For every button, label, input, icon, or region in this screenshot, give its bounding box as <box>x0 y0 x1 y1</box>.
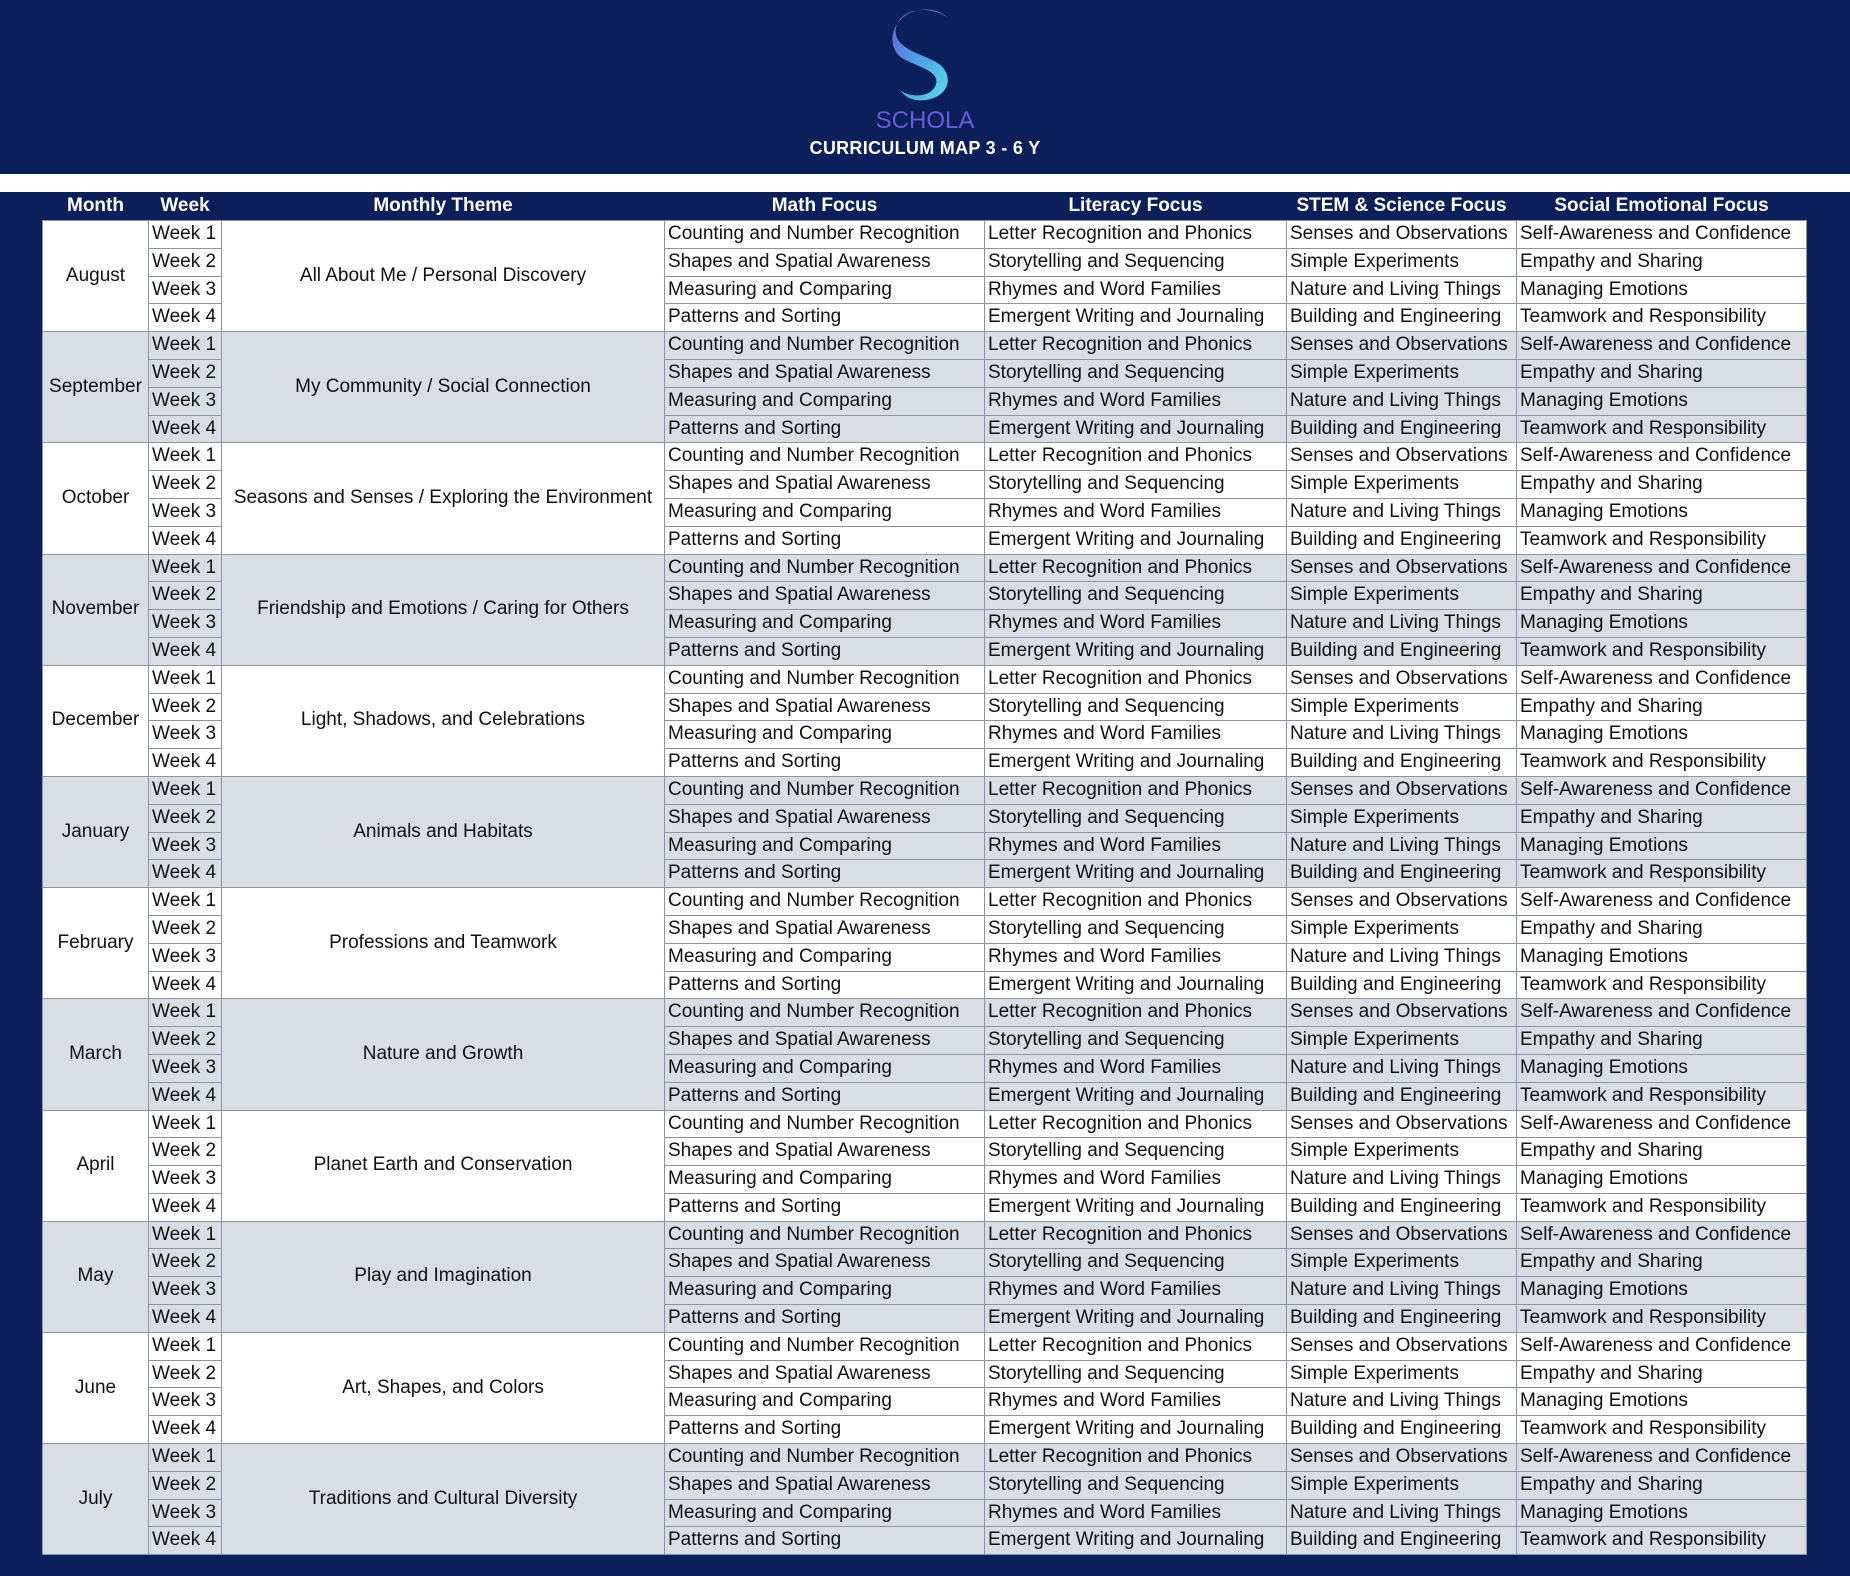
math-focus-cell: Counting and Number Recognition <box>665 776 985 804</box>
literacy-focus-cell: Rhymes and Word Families <box>985 276 1287 304</box>
stem-focus-cell: Simple Experiments <box>1287 248 1517 276</box>
week-cell: Week 3 <box>149 276 222 304</box>
social-emotional-cell: Managing Emotions <box>1517 276 1807 304</box>
math-focus-cell: Measuring and Comparing <box>665 832 985 860</box>
stem-focus-cell: Senses and Observations <box>1287 1221 1517 1249</box>
week-cell: Week 1 <box>149 999 222 1027</box>
stem-focus-cell: Simple Experiments <box>1287 693 1517 721</box>
social-emotional-cell: Self-Awareness and Confidence <box>1517 1332 1807 1360</box>
header-divider <box>0 174 1850 192</box>
week-cell: Week 2 <box>149 804 222 832</box>
literacy-focus-cell: Emergent Writing and Journaling <box>985 526 1287 554</box>
table-row <box>43 332 1807 360</box>
stem-focus-cell: Senses and Observations <box>1287 1332 1517 1360</box>
literacy-focus-cell: Letter Recognition and Phonics <box>985 665 1287 693</box>
literacy-focus-cell: Letter Recognition and Phonics <box>985 221 1287 249</box>
table-row <box>43 554 1807 582</box>
week-cell: Week 3 <box>149 387 222 415</box>
stem-focus-cell: Nature and Living Things <box>1287 943 1517 971</box>
math-focus-cell: Measuring and Comparing <box>665 276 985 304</box>
month-cell: June <box>43 1332 149 1443</box>
brand-wordmark: SCHOLA <box>875 107 975 134</box>
social-emotional-cell: Empathy and Sharing <box>1517 359 1807 387</box>
stem-focus-cell: Building and Engineering <box>1287 415 1517 443</box>
monthly-theme-cell: All About Me / Personal Discovery <box>222 221 665 332</box>
math-focus-cell: Measuring and Comparing <box>665 943 985 971</box>
social-emotional-cell: Empathy and Sharing <box>1517 1360 1807 1388</box>
social-emotional-cell: Managing Emotions <box>1517 943 1807 971</box>
stem-focus-cell: Building and Engineering <box>1287 1305 1517 1333</box>
header-social-emotional-focus: Social Emotional Focus <box>1517 192 1807 221</box>
stem-focus-cell: Simple Experiments <box>1287 359 1517 387</box>
math-focus-cell: Shapes and Spatial Awareness <box>665 804 985 832</box>
week-cell: Week 3 <box>149 1388 222 1416</box>
stem-focus-cell: Simple Experiments <box>1287 471 1517 499</box>
stem-focus-cell: Senses and Observations <box>1287 888 1517 916</box>
stem-focus-cell: Nature and Living Things <box>1287 1054 1517 1082</box>
literacy-focus-cell: Storytelling and Sequencing <box>985 471 1287 499</box>
math-focus-cell: Patterns and Sorting <box>665 1082 985 1110</box>
week-cell: Week 1 <box>149 1444 222 1472</box>
literacy-focus-cell: Emergent Writing and Journaling <box>985 304 1287 332</box>
math-focus-cell: Shapes and Spatial Awareness <box>665 471 985 499</box>
math-focus-cell: Shapes and Spatial Awareness <box>665 582 985 610</box>
math-focus-cell: Patterns and Sorting <box>665 1416 985 1444</box>
math-focus-cell: Shapes and Spatial Awareness <box>665 915 985 943</box>
stem-focus-cell: Simple Experiments <box>1287 1249 1517 1277</box>
literacy-focus-cell: Storytelling and Sequencing <box>985 1249 1287 1277</box>
header-month: Month <box>43 192 149 221</box>
week-cell: Week 2 <box>149 359 222 387</box>
math-focus-cell: Shapes and Spatial Awareness <box>665 693 985 721</box>
literacy-focus-cell: Letter Recognition and Phonics <box>985 1110 1287 1138</box>
social-emotional-cell: Empathy and Sharing <box>1517 915 1807 943</box>
week-cell: Week 3 <box>149 610 222 638</box>
literacy-focus-cell: Rhymes and Word Families <box>985 943 1287 971</box>
stem-focus-cell: Senses and Observations <box>1287 999 1517 1027</box>
math-focus-cell: Counting and Number Recognition <box>665 221 985 249</box>
week-cell: Week 3 <box>149 721 222 749</box>
table-row <box>43 1332 1807 1360</box>
social-emotional-cell: Empathy and Sharing <box>1517 1249 1807 1277</box>
stem-focus-cell: Nature and Living Things <box>1287 498 1517 526</box>
stem-focus-cell: Nature and Living Things <box>1287 276 1517 304</box>
literacy-focus-cell: Emergent Writing and Journaling <box>985 415 1287 443</box>
table-row <box>43 1444 1807 1472</box>
social-emotional-cell: Self-Awareness and Confidence <box>1517 1221 1807 1249</box>
math-focus-cell: Measuring and Comparing <box>665 1277 985 1305</box>
week-cell: Week 2 <box>149 582 222 610</box>
monthly-theme-cell: Traditions and Cultural Diversity <box>222 1444 665 1555</box>
literacy-focus-cell: Storytelling and Sequencing <box>985 1027 1287 1055</box>
math-focus-cell: Shapes and Spatial Awareness <box>665 1249 985 1277</box>
social-emotional-cell: Managing Emotions <box>1517 721 1807 749</box>
social-emotional-cell: Self-Awareness and Confidence <box>1517 1110 1807 1138</box>
stem-focus-cell: Nature and Living Things <box>1287 1388 1517 1416</box>
stem-focus-cell: Simple Experiments <box>1287 582 1517 610</box>
social-emotional-cell: Self-Awareness and Confidence <box>1517 888 1807 916</box>
month-cell: September <box>43 332 149 443</box>
social-emotional-cell: Teamwork and Responsibility <box>1517 304 1807 332</box>
literacy-focus-cell: Rhymes and Word Families <box>985 498 1287 526</box>
social-emotional-cell: Managing Emotions <box>1517 832 1807 860</box>
table-row <box>43 999 1807 1027</box>
literacy-focus-cell: Emergent Writing and Journaling <box>985 1305 1287 1333</box>
stem-focus-cell: Building and Engineering <box>1287 637 1517 665</box>
table-row <box>43 776 1807 804</box>
week-cell: Week 2 <box>149 1249 222 1277</box>
literacy-focus-cell: Letter Recognition and Phonics <box>985 1221 1287 1249</box>
social-emotional-cell: Teamwork and Responsibility <box>1517 1305 1807 1333</box>
header-monthly-theme: Monthly Theme <box>222 192 665 221</box>
stem-focus-cell: Senses and Observations <box>1287 443 1517 471</box>
literacy-focus-cell: Storytelling and Sequencing <box>985 1360 1287 1388</box>
header-stem-focus: STEM & Science Focus <box>1287 192 1517 221</box>
literacy-focus-cell: Emergent Writing and Journaling <box>985 971 1287 999</box>
stem-focus-cell: Simple Experiments <box>1287 1027 1517 1055</box>
math-focus-cell: Counting and Number Recognition <box>665 1110 985 1138</box>
week-cell: Week 2 <box>149 1138 222 1166</box>
literacy-focus-cell: Storytelling and Sequencing <box>985 804 1287 832</box>
literacy-focus-cell: Rhymes and Word Families <box>985 1388 1287 1416</box>
social-emotional-cell: Empathy and Sharing <box>1517 1471 1807 1499</box>
math-focus-cell: Counting and Number Recognition <box>665 443 985 471</box>
social-emotional-cell: Self-Awareness and Confidence <box>1517 332 1807 360</box>
week-cell: Week 1 <box>149 554 222 582</box>
social-emotional-cell: Empathy and Sharing <box>1517 1027 1807 1055</box>
month-cell: August <box>43 221 149 332</box>
curriculum-table <box>42 192 1807 1555</box>
social-emotional-cell: Managing Emotions <box>1517 1166 1807 1194</box>
literacy-focus-cell: Storytelling and Sequencing <box>985 915 1287 943</box>
stem-focus-cell: Building and Engineering <box>1287 971 1517 999</box>
week-cell: Week 1 <box>149 888 222 916</box>
table-row <box>43 888 1807 916</box>
week-cell: Week 1 <box>149 665 222 693</box>
monthly-theme-cell: Nature and Growth <box>222 999 665 1110</box>
literacy-focus-cell: Letter Recognition and Phonics <box>985 554 1287 582</box>
social-emotional-cell: Empathy and Sharing <box>1517 471 1807 499</box>
week-cell: Week 4 <box>149 415 222 443</box>
week-cell: Week 2 <box>149 693 222 721</box>
table-row <box>43 1221 1807 1249</box>
document-title: CURRICULUM MAP 3 - 6 Y <box>809 138 1041 158</box>
month-cell: December <box>43 665 149 776</box>
math-focus-cell: Measuring and Comparing <box>665 387 985 415</box>
math-focus-cell: Measuring and Comparing <box>665 1499 985 1527</box>
math-focus-cell: Shapes and Spatial Awareness <box>665 1027 985 1055</box>
literacy-focus-cell: Storytelling and Sequencing <box>985 1471 1287 1499</box>
header-banner <box>0 0 1850 174</box>
monthly-theme-cell: Seasons and Senses / Exploring the Environment <box>222 443 665 554</box>
monthly-theme-cell: Art, Shapes, and Colors <box>222 1332 665 1443</box>
week-cell: Week 2 <box>149 1471 222 1499</box>
literacy-focus-cell: Rhymes and Word Families <box>985 1166 1287 1194</box>
math-focus-cell: Patterns and Sorting <box>665 526 985 554</box>
month-cell: January <box>43 776 149 887</box>
month-cell: November <box>43 554 149 665</box>
stem-focus-cell: Nature and Living Things <box>1287 832 1517 860</box>
header-week: Week <box>149 192 222 221</box>
week-cell: Week 1 <box>149 1221 222 1249</box>
literacy-focus-cell: Letter Recognition and Phonics <box>985 443 1287 471</box>
math-focus-cell: Counting and Number Recognition <box>665 999 985 1027</box>
social-emotional-cell: Teamwork and Responsibility <box>1517 637 1807 665</box>
math-focus-cell: Counting and Number Recognition <box>665 332 985 360</box>
math-focus-cell: Patterns and Sorting <box>665 1527 985 1555</box>
literacy-focus-cell: Letter Recognition and Phonics <box>985 776 1287 804</box>
week-cell: Week 4 <box>149 749 222 777</box>
literacy-focus-cell: Rhymes and Word Families <box>985 832 1287 860</box>
social-emotional-cell: Teamwork and Responsibility <box>1517 971 1807 999</box>
week-cell: Week 3 <box>149 498 222 526</box>
literacy-focus-cell: Emergent Writing and Journaling <box>985 860 1287 888</box>
stem-focus-cell: Nature and Living Things <box>1287 1166 1517 1194</box>
social-emotional-cell: Managing Emotions <box>1517 498 1807 526</box>
week-cell: Week 3 <box>149 1166 222 1194</box>
monthly-theme-cell: My Community / Social Connection <box>222 332 665 443</box>
monthly-theme-cell: Professions and Teamwork <box>222 888 665 999</box>
stem-focus-cell: Simple Experiments <box>1287 1471 1517 1499</box>
social-emotional-cell: Managing Emotions <box>1517 1499 1807 1527</box>
week-cell: Week 1 <box>149 332 222 360</box>
week-cell: Week 3 <box>149 832 222 860</box>
week-cell: Week 3 <box>149 1277 222 1305</box>
literacy-focus-cell: Rhymes and Word Families <box>985 610 1287 638</box>
stem-focus-cell: Building and Engineering <box>1287 304 1517 332</box>
week-cell: Week 2 <box>149 1027 222 1055</box>
math-focus-cell: Patterns and Sorting <box>665 860 985 888</box>
table-body <box>43 221 1807 1555</box>
week-cell: Week 1 <box>149 443 222 471</box>
stem-focus-cell: Senses and Observations <box>1287 665 1517 693</box>
month-cell: February <box>43 888 149 999</box>
week-cell: Week 4 <box>149 1193 222 1221</box>
social-emotional-cell: Empathy and Sharing <box>1517 693 1807 721</box>
social-emotional-cell: Empathy and Sharing <box>1517 582 1807 610</box>
stem-focus-cell: Building and Engineering <box>1287 749 1517 777</box>
table-header-row <box>43 192 1807 221</box>
math-focus-cell: Counting and Number Recognition <box>665 1332 985 1360</box>
curriculum-table-frame <box>0 192 1850 1576</box>
literacy-focus-cell: Emergent Writing and Journaling <box>985 1416 1287 1444</box>
literacy-focus-cell: Letter Recognition and Phonics <box>985 888 1287 916</box>
stem-focus-cell: Senses and Observations <box>1287 332 1517 360</box>
math-focus-cell: Shapes and Spatial Awareness <box>665 359 985 387</box>
literacy-focus-cell: Rhymes and Word Families <box>985 1054 1287 1082</box>
literacy-focus-cell: Emergent Writing and Journaling <box>985 1082 1287 1110</box>
social-emotional-cell: Self-Awareness and Confidence <box>1517 221 1807 249</box>
stem-focus-cell: Senses and Observations <box>1287 221 1517 249</box>
math-focus-cell: Shapes and Spatial Awareness <box>665 1471 985 1499</box>
math-focus-cell: Measuring and Comparing <box>665 1054 985 1082</box>
math-focus-cell: Patterns and Sorting <box>665 637 985 665</box>
social-emotional-cell: Managing Emotions <box>1517 1054 1807 1082</box>
week-cell: Week 2 <box>149 915 222 943</box>
stem-focus-cell: Simple Experiments <box>1287 1138 1517 1166</box>
table-row <box>43 665 1807 693</box>
literacy-focus-cell: Letter Recognition and Phonics <box>985 1332 1287 1360</box>
monthly-theme-cell: Animals and Habitats <box>222 776 665 887</box>
math-focus-cell: Shapes and Spatial Awareness <box>665 1138 985 1166</box>
stem-focus-cell: Nature and Living Things <box>1287 1499 1517 1527</box>
math-focus-cell: Measuring and Comparing <box>665 498 985 526</box>
math-focus-cell: Counting and Number Recognition <box>665 888 985 916</box>
week-cell: Week 3 <box>149 1499 222 1527</box>
month-cell: April <box>43 1110 149 1221</box>
literacy-focus-cell: Storytelling and Sequencing <box>985 1138 1287 1166</box>
week-cell: Week 2 <box>149 471 222 499</box>
math-focus-cell: Measuring and Comparing <box>665 721 985 749</box>
week-cell: Week 1 <box>149 221 222 249</box>
stem-focus-cell: Building and Engineering <box>1287 1082 1517 1110</box>
social-emotional-cell: Managing Emotions <box>1517 1277 1807 1305</box>
week-cell: Week 1 <box>149 1332 222 1360</box>
math-focus-cell: Counting and Number Recognition <box>665 1221 985 1249</box>
math-focus-cell: Patterns and Sorting <box>665 415 985 443</box>
social-emotional-cell: Teamwork and Responsibility <box>1517 1527 1807 1555</box>
literacy-focus-cell: Emergent Writing and Journaling <box>985 1193 1287 1221</box>
math-focus-cell: Counting and Number Recognition <box>665 665 985 693</box>
monthly-theme-cell: Light, Shadows, and Celebrations <box>222 665 665 776</box>
stem-focus-cell: Senses and Observations <box>1287 1110 1517 1138</box>
stem-focus-cell: Building and Engineering <box>1287 526 1517 554</box>
week-cell: Week 4 <box>149 1527 222 1555</box>
header-math-focus: Math Focus <box>665 192 985 221</box>
week-cell: Week 2 <box>149 1360 222 1388</box>
social-emotional-cell: Empathy and Sharing <box>1517 248 1807 276</box>
table-row <box>43 443 1807 471</box>
week-cell: Week 2 <box>149 248 222 276</box>
month-cell: May <box>43 1221 149 1332</box>
math-focus-cell: Counting and Number Recognition <box>665 1444 985 1472</box>
week-cell: Week 4 <box>149 1416 222 1444</box>
literacy-focus-cell: Storytelling and Sequencing <box>985 359 1287 387</box>
stem-focus-cell: Simple Experiments <box>1287 804 1517 832</box>
literacy-focus-cell: Rhymes and Word Families <box>985 721 1287 749</box>
month-cell: July <box>43 1444 149 1555</box>
week-cell: Week 4 <box>149 1082 222 1110</box>
social-emotional-cell: Self-Awareness and Confidence <box>1517 554 1807 582</box>
social-emotional-cell: Managing Emotions <box>1517 387 1807 415</box>
stem-focus-cell: Nature and Living Things <box>1287 1277 1517 1305</box>
social-emotional-cell: Self-Awareness and Confidence <box>1517 665 1807 693</box>
literacy-focus-cell: Emergent Writing and Journaling <box>985 1527 1287 1555</box>
math-focus-cell: Counting and Number Recognition <box>665 554 985 582</box>
literacy-focus-cell: Storytelling and Sequencing <box>985 693 1287 721</box>
stem-focus-cell: Nature and Living Things <box>1287 721 1517 749</box>
math-focus-cell: Measuring and Comparing <box>665 1388 985 1416</box>
week-cell: Week 3 <box>149 943 222 971</box>
math-focus-cell: Patterns and Sorting <box>665 971 985 999</box>
literacy-focus-cell: Emergent Writing and Journaling <box>985 749 1287 777</box>
math-focus-cell: Measuring and Comparing <box>665 1166 985 1194</box>
week-cell: Week 4 <box>149 971 222 999</box>
week-cell: Week 1 <box>149 1110 222 1138</box>
math-focus-cell: Patterns and Sorting <box>665 1305 985 1333</box>
week-cell: Week 1 <box>149 776 222 804</box>
literacy-focus-cell: Emergent Writing and Journaling <box>985 637 1287 665</box>
table-row <box>43 221 1807 249</box>
stem-focus-cell: Nature and Living Things <box>1287 610 1517 638</box>
stem-focus-cell: Senses and Observations <box>1287 776 1517 804</box>
monthly-theme-cell: Planet Earth and Conservation <box>222 1110 665 1221</box>
table-row <box>43 1110 1807 1138</box>
stem-focus-cell: Building and Engineering <box>1287 860 1517 888</box>
math-focus-cell: Shapes and Spatial Awareness <box>665 1360 985 1388</box>
social-emotional-cell: Teamwork and Responsibility <box>1517 1193 1807 1221</box>
week-cell: Week 3 <box>149 1054 222 1082</box>
week-cell: Week 4 <box>149 304 222 332</box>
social-emotional-cell: Self-Awareness and Confidence <box>1517 1444 1807 1472</box>
stem-focus-cell: Building and Engineering <box>1287 1527 1517 1555</box>
social-emotional-cell: Empathy and Sharing <box>1517 1138 1807 1166</box>
schola-s-logo-icon <box>870 4 980 134</box>
social-emotional-cell: Self-Awareness and Confidence <box>1517 776 1807 804</box>
social-emotional-cell: Empathy and Sharing <box>1517 804 1807 832</box>
monthly-theme-cell: Friendship and Emotions / Caring for Others <box>222 554 665 665</box>
stem-focus-cell: Building and Engineering <box>1287 1193 1517 1221</box>
literacy-focus-cell: Storytelling and Sequencing <box>985 582 1287 610</box>
week-cell: Week 4 <box>149 860 222 888</box>
header-literacy-focus: Literacy Focus <box>985 192 1287 221</box>
stem-focus-cell: Simple Experiments <box>1287 915 1517 943</box>
social-emotional-cell: Teamwork and Responsibility <box>1517 1416 1807 1444</box>
literacy-focus-cell: Rhymes and Word Families <box>985 1277 1287 1305</box>
week-cell: Week 4 <box>149 637 222 665</box>
literacy-focus-cell: Letter Recognition and Phonics <box>985 999 1287 1027</box>
literacy-focus-cell: Storytelling and Sequencing <box>985 248 1287 276</box>
week-cell: Week 4 <box>149 1305 222 1333</box>
math-focus-cell: Patterns and Sorting <box>665 304 985 332</box>
literacy-focus-cell: Letter Recognition and Phonics <box>985 332 1287 360</box>
math-focus-cell: Measuring and Comparing <box>665 610 985 638</box>
literacy-focus-cell: Letter Recognition and Phonics <box>985 1444 1287 1472</box>
social-emotional-cell: Self-Awareness and Confidence <box>1517 999 1807 1027</box>
social-emotional-cell: Teamwork and Responsibility <box>1517 860 1807 888</box>
social-emotional-cell: Self-Awareness and Confidence <box>1517 443 1807 471</box>
stem-focus-cell: Senses and Observations <box>1287 1444 1517 1472</box>
monthly-theme-cell: Play and Imagination <box>222 1221 665 1332</box>
stem-focus-cell: Nature and Living Things <box>1287 387 1517 415</box>
literacy-focus-cell: Rhymes and Word Families <box>985 1499 1287 1527</box>
math-focus-cell: Shapes and Spatial Awareness <box>665 248 985 276</box>
social-emotional-cell: Managing Emotions <box>1517 610 1807 638</box>
social-emotional-cell: Teamwork and Responsibility <box>1517 415 1807 443</box>
stem-focus-cell: Building and Engineering <box>1287 1416 1517 1444</box>
literacy-focus-cell: Rhymes and Word Families <box>985 387 1287 415</box>
month-cell: March <box>43 999 149 1110</box>
math-focus-cell: Patterns and Sorting <box>665 749 985 777</box>
stem-focus-cell: Senses and Observations <box>1287 554 1517 582</box>
month-cell: October <box>43 443 149 554</box>
social-emotional-cell: Managing Emotions <box>1517 1388 1807 1416</box>
social-emotional-cell: Teamwork and Responsibility <box>1517 1082 1807 1110</box>
math-focus-cell: Patterns and Sorting <box>665 1193 985 1221</box>
stem-focus-cell: Simple Experiments <box>1287 1360 1517 1388</box>
social-emotional-cell: Teamwork and Responsibility <box>1517 526 1807 554</box>
social-emotional-cell: Teamwork and Responsibility <box>1517 749 1807 777</box>
week-cell: Week 4 <box>149 526 222 554</box>
